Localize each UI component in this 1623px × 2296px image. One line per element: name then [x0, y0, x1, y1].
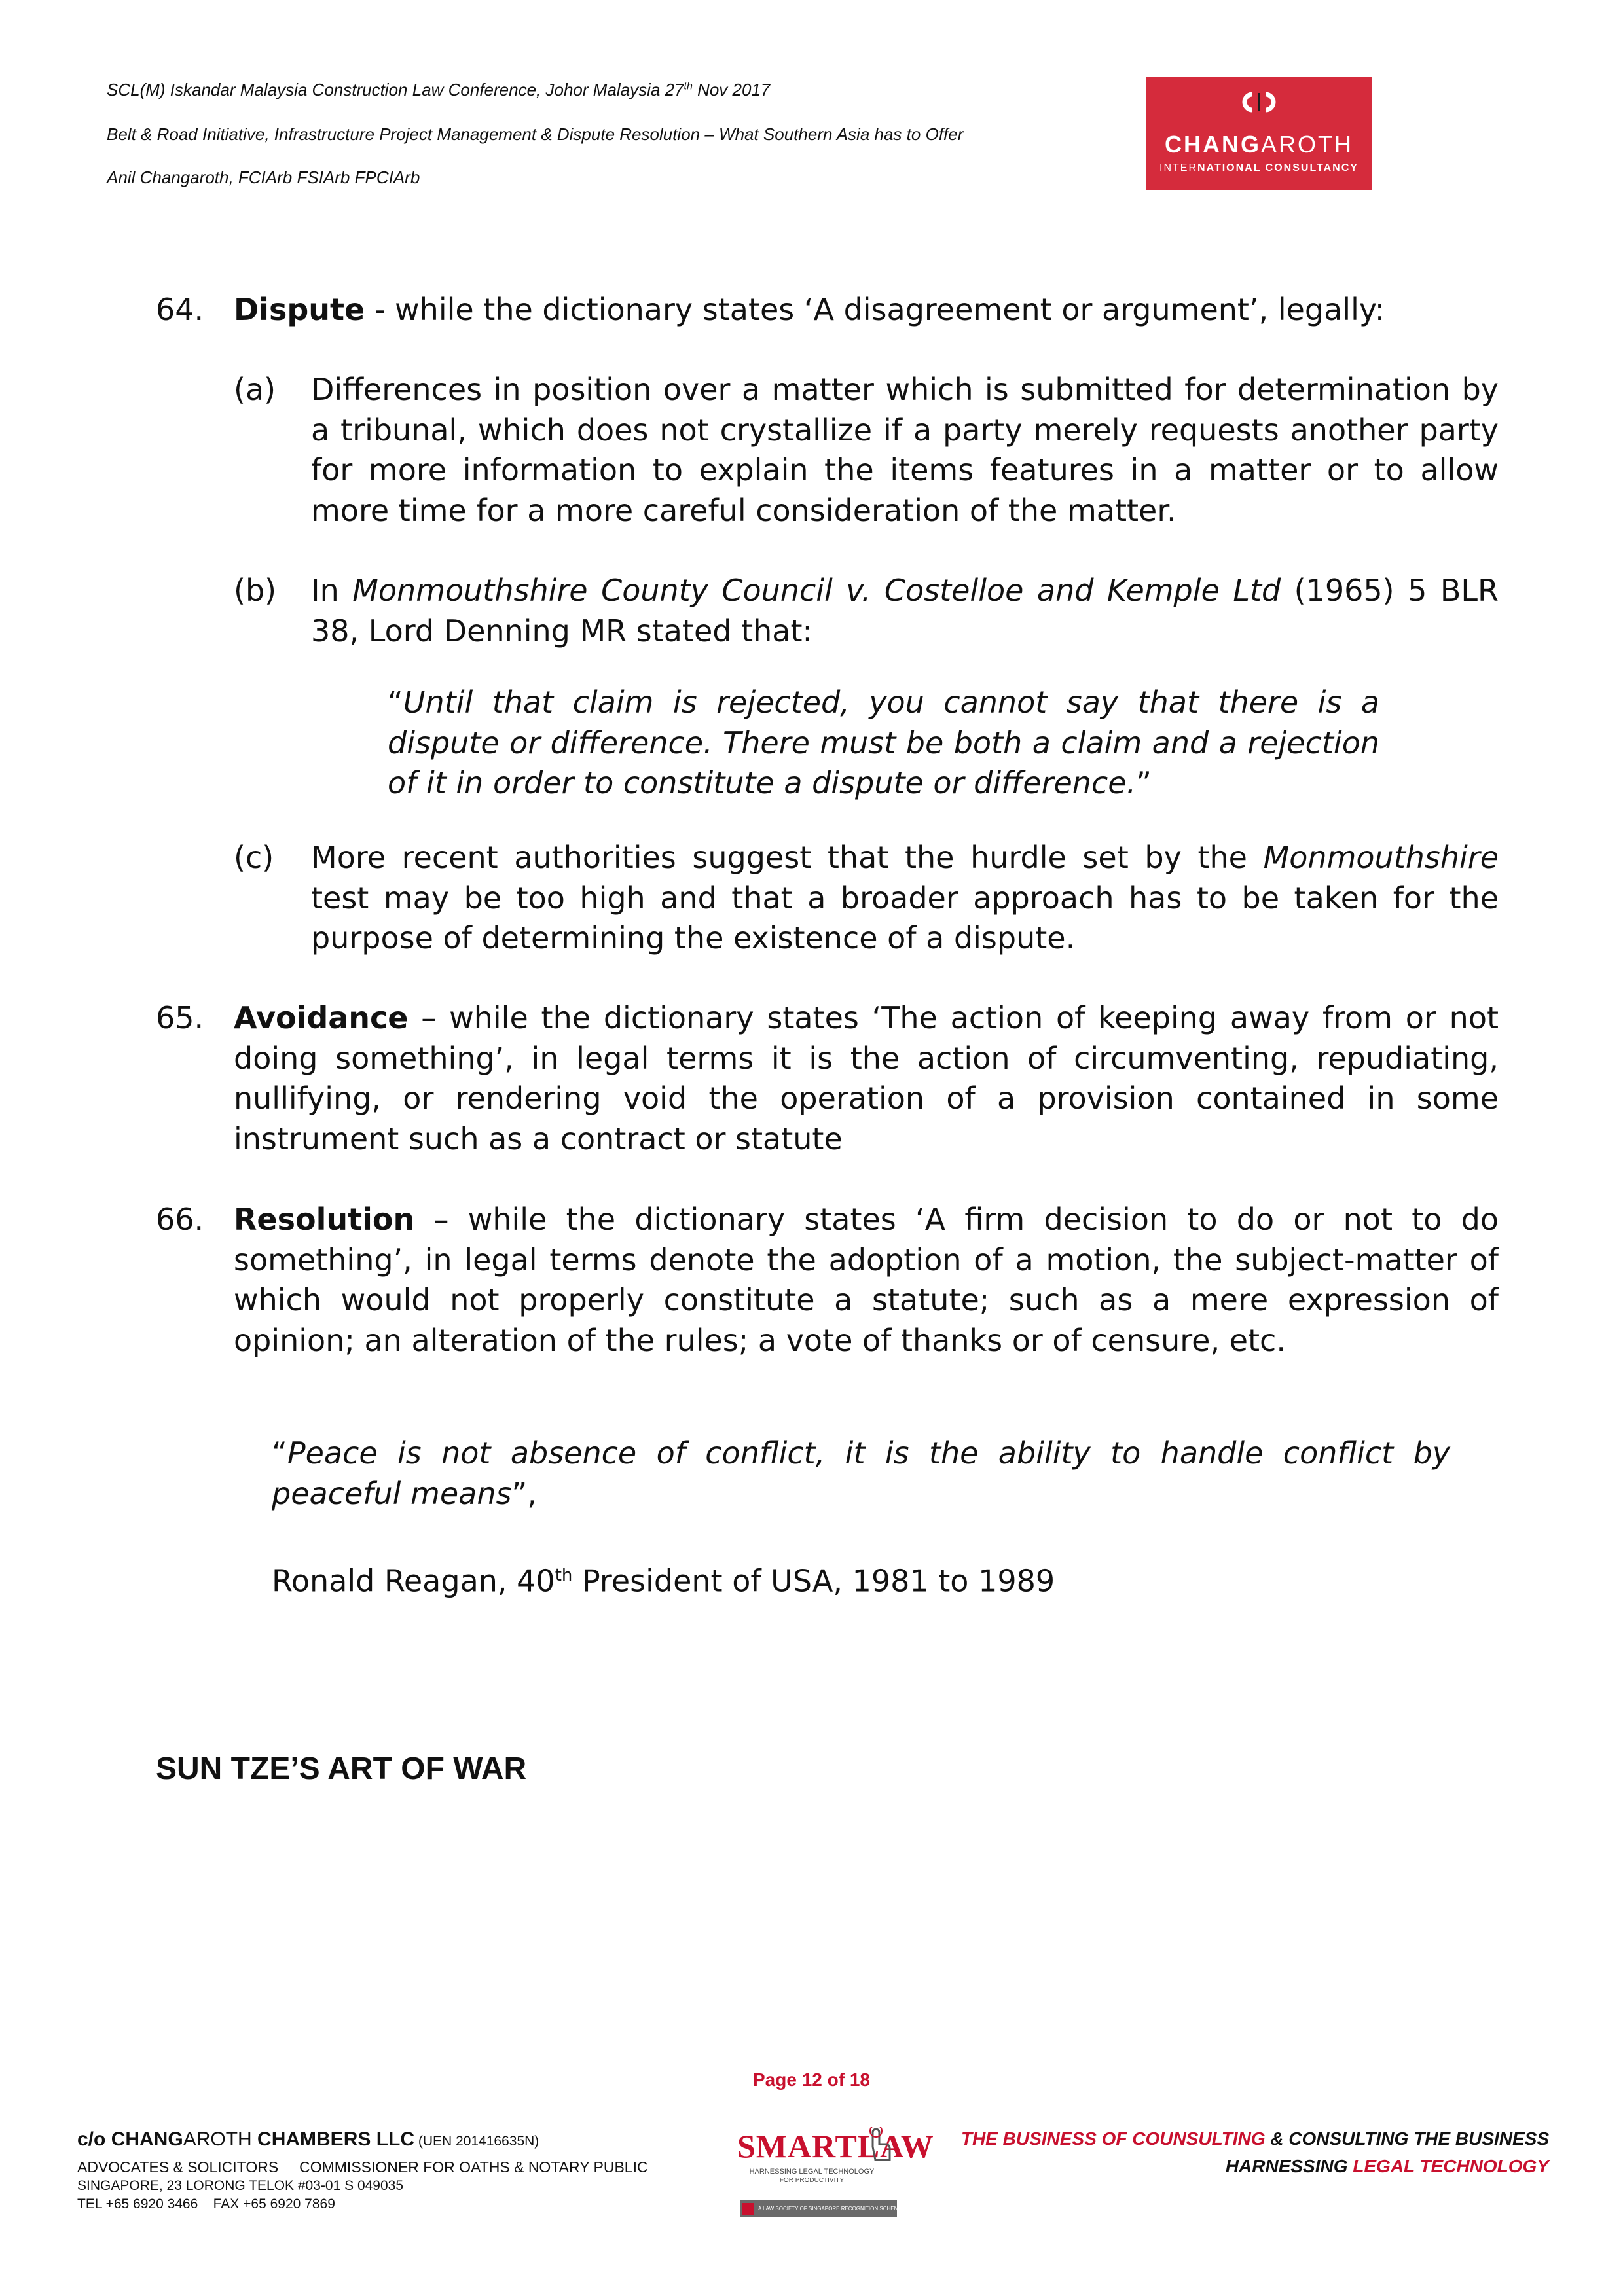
- para-65-text: Avoidance – while the dictionary states ‘The action of keeping away from or not doing something’, in legal terms it is the action of circumventing, repudiating, nullifying, or rendering void the operation of a provision contained in some instrument such as a contract or statute: [234, 1000, 1499, 1157]
- para-64-number: 64.: [156, 292, 204, 327]
- page-number: Page 12 of 18: [753, 2070, 870, 2090]
- cc-logo-mark: [1146, 89, 1372, 115]
- para-64c-label: (c): [234, 840, 274, 875]
- para-64c-text: More recent authorities suggest that the hurdle set by the Monmouthshire test may be too high and that a broader approach has to be taken for the purpose of determining the existence of a dispute.: [311, 840, 1499, 956]
- changaroth-logo: [1146, 77, 1372, 190]
- denning-quote: “Until that claim is rejected, you cannot say that there is a dispute or difference. There must be both a claim and a rejection of it in order to constitute a dispute or difference.”: [388, 685, 1379, 800]
- section-title: SUN TZE’S ART OF WAR: [156, 1751, 527, 1786]
- header-topic-line: Belt & Road Initiative, Infrastructure Project Management & Dispute Resolution – What Southern Asia has to Offer: [107, 124, 964, 144]
- law-society-icon: [742, 2203, 754, 2215]
- footer-phone-fax: TEL +65 6920 3466 FAX +65 6920 7869: [77, 2197, 335, 2212]
- pointer-hand-icon: [866, 2127, 899, 2166]
- para-64-heading: Dispute - while the dictionary states ‘A disagreement or argument’, legally:: [234, 292, 1385, 327]
- logo-subtitle: INTERNATIONAL CONSULTANCY: [1159, 162, 1359, 173]
- footer-services: ADVOCATES & SOLICITORS COMMISSIONER FOR OATHS & NOTARY PUBLIC: [77, 2159, 648, 2176]
- reagan-attribution: Ronald Reagan, 40th President of USA, 1981 to 1989: [272, 1563, 1055, 1599]
- para-65-number: 65.: [156, 1000, 204, 1035]
- smartlaw-tagline-2: FOR PRODUCTIVITY: [779, 2177, 845, 2184]
- smartlaw-band: [740, 2200, 902, 2217]
- para-64b-label: (b): [234, 573, 277, 608]
- footer-tagline-1: THE BUSINESS OF COUNSULTING & CONSULTING THE BUSINESS: [960, 2128, 1549, 2149]
- para-64b-text: In Monmouthshire County Council v. Costelloe and Kemple Ltd (1965) 5 BLR 38, Lord Denning MR stated that:: [311, 573, 1499, 649]
- footer-address: SINGAPORE, 23 LORONG TELOK #03-01 S 049035: [77, 2178, 404, 2193]
- smartlaw-tagline: HARNESSING LEGAL TECHNOLOGY: [749, 2168, 875, 2176]
- logo-name: CHANGAROTH: [1165, 131, 1353, 158]
- header-author-line: Anil Changaroth, FCIArb FSIArb FPCIArb: [107, 168, 420, 187]
- smartlaw-wordmark: SMARTLAW: [737, 2128, 934, 2164]
- footer-firm-name: c/o CHANGAROTH CHAMBERS LLC (UEN 201416635N): [77, 2128, 539, 2150]
- smartlaw-logo: [732, 2127, 934, 2225]
- smartlaw-band-text: A LAW SOCIETY OF SINGAPORE RECOGNITION SCHEME: [758, 2206, 902, 2212]
- para-66-number: 66.: [156, 1202, 204, 1237]
- reagan-quote: “Peace is not absence of conflict, it is the ability to handle conflict by peaceful means”,: [272, 1435, 1450, 1511]
- footer-tagline-2: HARNESSING LEGAL TECHNOLOGY: [1225, 2156, 1549, 2176]
- para-64a-text: Differences in position over a matter which is submitted for determination by a tribunal, which does not crystallize if a party merely requests another party for more information to explain the items features in a matter or to allow more time for a more careful consideration of the matter.: [311, 372, 1499, 528]
- header-conference-line: SCL(M) Iskandar Malaysia Construction Law Conference, Johor Malaysia 27th Nov 2017: [107, 80, 771, 99]
- para-66-text: Resolution – while the dictionary states ‘A firm decision to do or not to do something’, in legal terms denote the adoption of a motion, the subject-matter of which would not properly constitute a statute; such as a mere expression of opinion; an alteration of the rules; a vote of thanks or of censure, etc.: [234, 1202, 1499, 1358]
- para-64a-label: (a): [234, 372, 276, 407]
